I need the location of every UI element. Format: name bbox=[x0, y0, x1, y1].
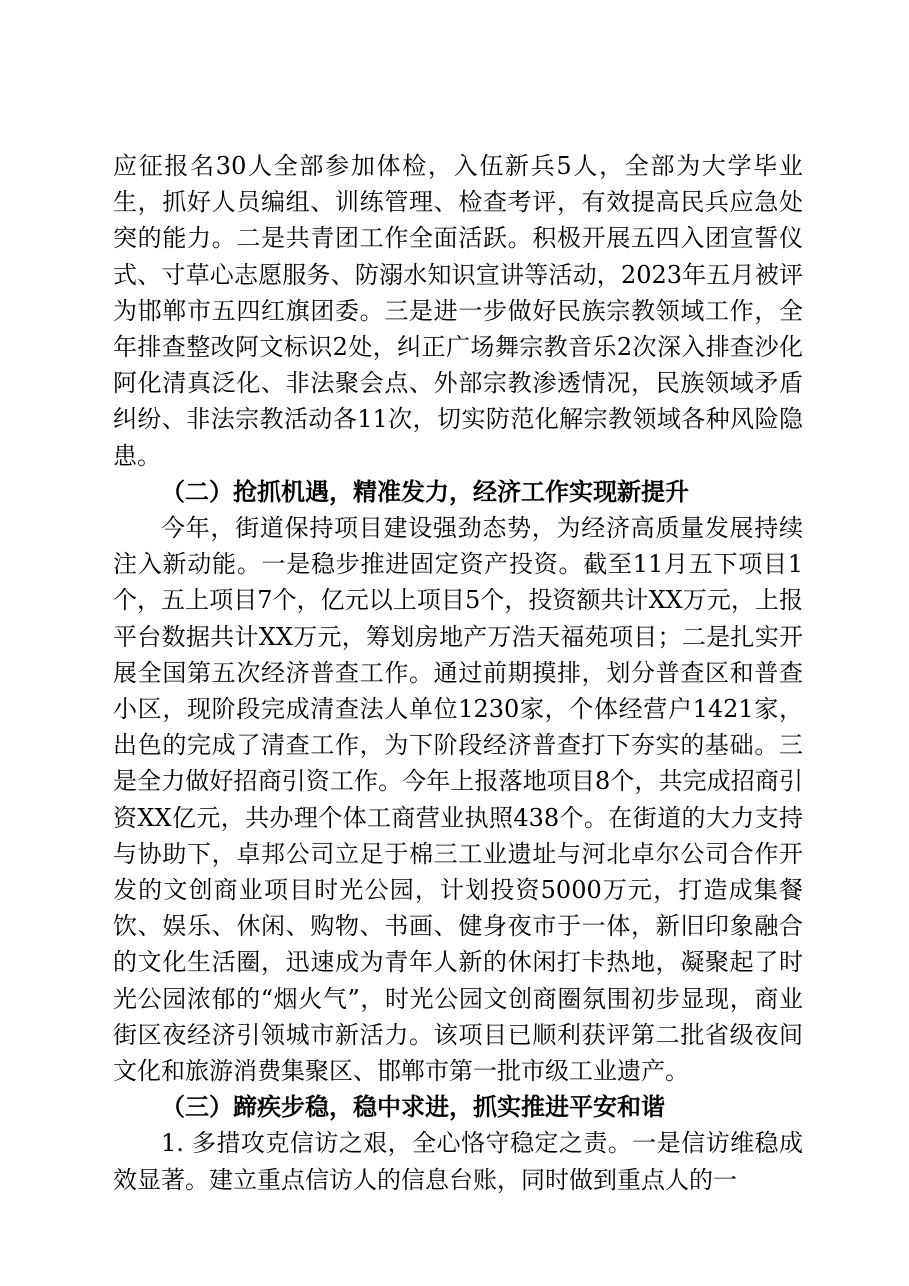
body-paragraph-1: 应征报名30人全部参加体检，入伍新兵5人，全部为大学毕业生，抓好人员编组、训练管理、检查考评，有效提高民兵应急处突的能力。二是共青团工作全面活跃。积极开展五四入团宣誓仪式、寸草心志愿服务、防溺水知识宣讲等活动，2023年五月被评为邯郸市五四红旗团委。三是进一步做好民族宗教领域工作，全年排查整改阿文标识2处，纠正广场舞宗教音乐2次深入排查沙化阿化清真泛化、非法聚会点、外部宗教渗透情况，民族领域矛盾纠纷、非法宗教活动各11次，切实防范化解宗教领域各种风险隐患。 bbox=[113, 152, 803, 470]
section-heading-2: （二）抢抓机遇，精准发力，经济工作实现新提升 bbox=[161, 476, 689, 506]
body-paragraph-2: 今年，街道保持项目建设强劲态势，为经济高质量发展持续注入新动能。一是稳步推进固定资产投资。截至11月五下项目1个，五上项目7个，亿元以上项目5个，投资额共计XX万元，上报平台数据共计XX万元，筹划房地产万浩天福苑项目；二是扎实开展全国第五次经济普查工作。通过前期摸排，划分普查区和普查小区，现阶段完成清查法人单位1230家，个体经营户1421家，出色的完成了清查工作，为下阶段经济普查打下夯实的基础。三是全力做好招商引资工作。今年上报落地项目8个，共完成招商引资XX亿元，共办理个体工商营业执照438个。在街道的大力支持与协助下，卓邦公司立足于棉三工业遗址与河北卓尔公司合作开发的文创商业项目时光公园，计划投资5000万元，打造成集餐饮、娱乐、休闲、购物、书画、健身夜市于一体，新旧印象融合的文化生活圈，迅速成为青年人新的休闲打卡热地，凝聚起了时光公园浓郁的“烟火气”，时光公园文创商圈氛围初步显现，商业街区夜经济引领城市新活力。该项目已顺利获评第二批省级夜间文化和旅游消费集聚区、邯郸市第一批市级工业遗产。 bbox=[113, 514, 803, 1086]
document-page bbox=[113, 148, 803, 1198]
section-heading-3: （三）蹄疾步稳，稳中求进，抓实推进平安和谐 bbox=[161, 1092, 665, 1122]
body-paragraph-3: 1. 多措攻克信访之艰，全心恪守稳定之责。一是信访维稳成效显著。建立重点信访人的信息台账，同时做到重点人的一 bbox=[113, 1129, 803, 1194]
